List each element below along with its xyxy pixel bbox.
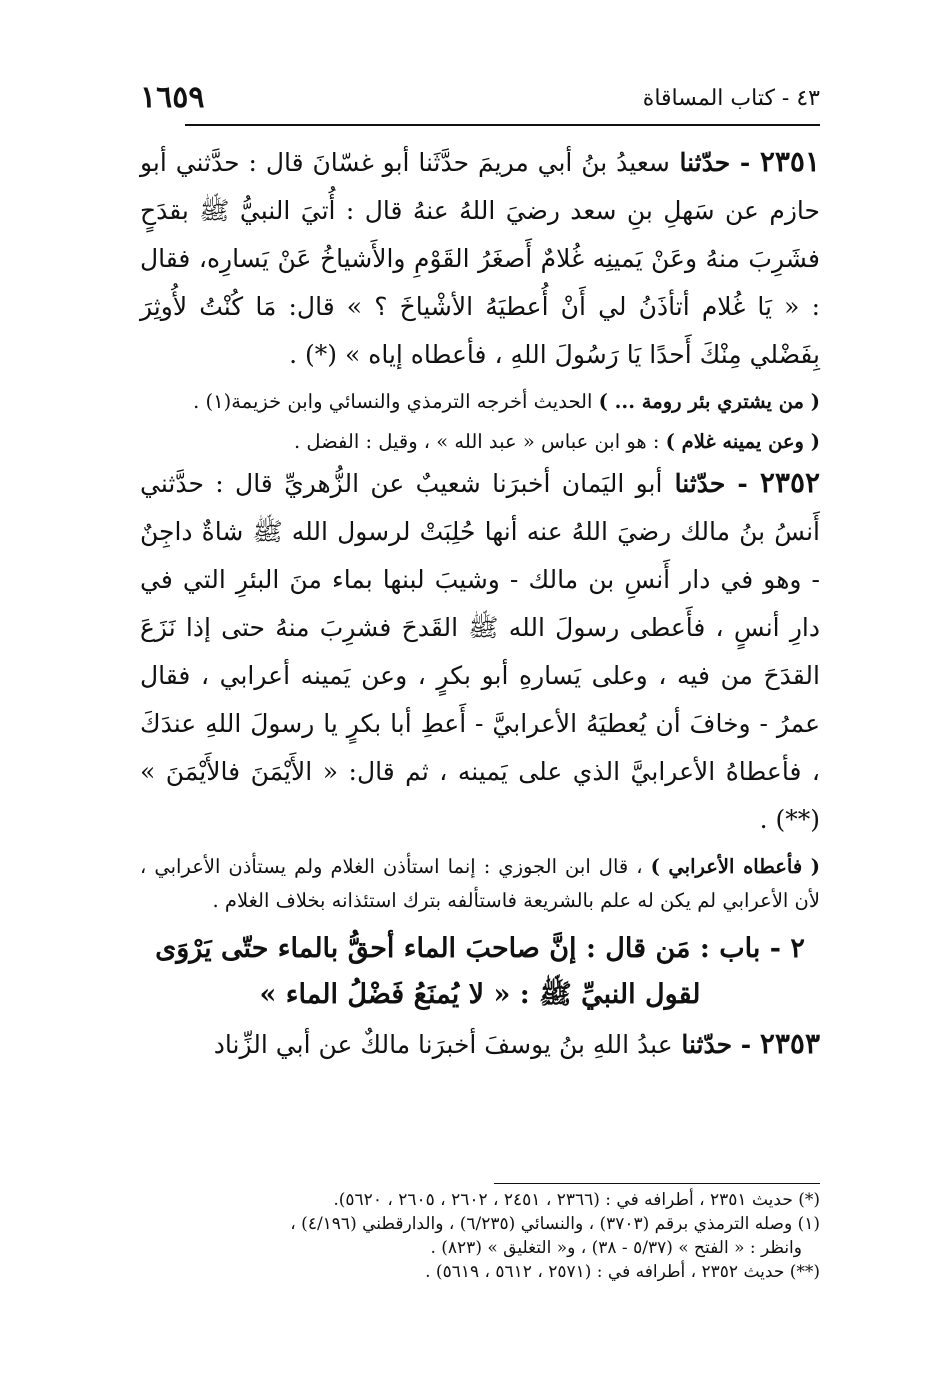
- footnote: (**) حديث ٢٣٥٢ ، أطرافه في : (٢٥٧١ ، ٥٦١٢ ، ٥٦١٩) .: [425, 1262, 820, 1282]
- footnote: (*) حديث ٢٣٥١ ، أطرافه في : (٢٣٦٦ ، ٢٤٥١ ، ٢٦٠٢ ، ٢٦٠٥ ، ٥٦٢٠).: [333, 1190, 820, 1210]
- page-header: [140, 80, 820, 120]
- main-text: [140, 138, 820, 1069]
- header-divider: [185, 124, 820, 126]
- note-label: ( فأعطاه الأعرابي ): [650, 855, 820, 878]
- footnotes: [140, 1188, 820, 1284]
- note-text: : هو ابن عباس « عبد الله » ، وقيل : الفضل .: [293, 430, 666, 453]
- note-label: ( من يشتري بئر رومة ... ): [598, 390, 820, 413]
- hadith-lead: - حدّثنا: [669, 148, 760, 177]
- footnote: (١) وصله الترمذي برقم (٣٧٠٣) ، والنسائي (٦/٢٣٥) ، والدارقطني (٤/١٩٦) ،: [290, 1214, 820, 1234]
- hadith-lead: - حدّثنا: [662, 469, 760, 498]
- hadith-2351: [140, 138, 820, 379]
- hadith-number: ٢٣٥٢: [759, 466, 821, 499]
- hadith-number: ٢٣٥٣: [759, 1027, 820, 1060]
- chapter-heading-line: ٢ - باب : مَن قال : إنَّ صاحبَ الماء أحقُّ بالماء حتّى يَرْوَى: [155, 933, 805, 964]
- page-number: ١٦٥٩: [140, 80, 205, 115]
- commentary-note: [140, 850, 820, 918]
- note-text: ، قال ابن الجوزي : إنما استأذن الغلام ولم يستأذن الأعرابي ، لأن الأعرابي لم يكن له علم بالشريعة فاستألفه بترك استئذانه بخلاف الغلام .: [140, 855, 820, 912]
- hadith-lead: - حدّثنا: [672, 1030, 760, 1059]
- hadith-2352: [140, 459, 820, 844]
- hadith-number: ٢٣٥١: [759, 145, 820, 178]
- running-title: ٤٣ - كتاب المساقاة: [642, 86, 820, 111]
- commentary-note: [140, 385, 820, 419]
- chapter-heading: [140, 926, 820, 1018]
- footnote-divider: [494, 1183, 820, 1184]
- commentary-note: [140, 425, 820, 459]
- hadith-text: أبو اليَمان أخبرَنا شعيبٌ عن الزُّهريِّ قال : حدَّثني أَنسُ بنُ مالك رضيَ اللهُ عنه أنها حُلِبَتْ لرسول الله ﷺ شاةٌ داجِنٌ - وهو في دار أَنسِ بن مالك - وشيبَ لبنها بماء منَ البئرِ التي في دارِ أنسٍ ، فأَعطى رسولَ الله ﷺ القَدحَ فشرِبَ منهُ حتى إذا نَزَعَ القدَحَ من فيه ، وعلى يَسارهِ أبو بكرٍ ، وعن يَمينه أعرابي ، فقال عمرُ - وخافَ أن يُعطيَهُ الأعرابيَّ - أَعطِ أبا بكرٍ يا رسولَ اللهِ عندَكَ ، فأعطاهُ الأعرابيَّ الذي على يَمينه ، ثم قال: « الأَيْمَنَ فالأَيْمَنَ » (**) .: [140, 469, 820, 834]
- note-text: الحديث أخرجه الترمذي والنسائي وابن خزيمة(١) .: [193, 390, 599, 413]
- hadith-text: سعيدُ بنُ أبي مريمَ حدَّثَنا أبو غسّانَ قال : حدَّثني أبو حازم عن سَهلِ بنِ سعد رضيَ اللهُ عنهُ قال : أُتيَ النبيُّ ﷺ بقدَحٍ فشَرِبَ منهُ وعَنْ يَمينِه غُلامٌ أَصغَرُ القَوْمِ والأَشياخُ عَنْ يَسارِه، فقال : « يَا غُلام أتأذَنُ لي أَنْ أُعطيَهُ الأشْياخَ ؟ » قال: مَا كُنْتُ لأُوثِرَ بِفَضْلي مِنْكَ أَحدًا يَا رَسُولَ اللهِ ، فأعطاه إياه » (*) .: [140, 148, 820, 369]
- hadith-2353: [140, 1020, 820, 1069]
- hadith-text: عبدُ اللهِ بنُ يوسفَ أخبرَنا مالكٌ عن أبي الزِّناد: [213, 1030, 673, 1059]
- chapter-heading-line: لقول النبيِّ ﷺ : « لا يُمنَعُ فَضْلُ الماء »: [259, 979, 701, 1010]
- footnote: وانظر : « الفتح » (٥/٣٧ - ٣٨) ، و« التغليق » (٨٢٣) .: [430, 1238, 802, 1258]
- note-label: ( وعن يمينه غلام ): [665, 430, 820, 453]
